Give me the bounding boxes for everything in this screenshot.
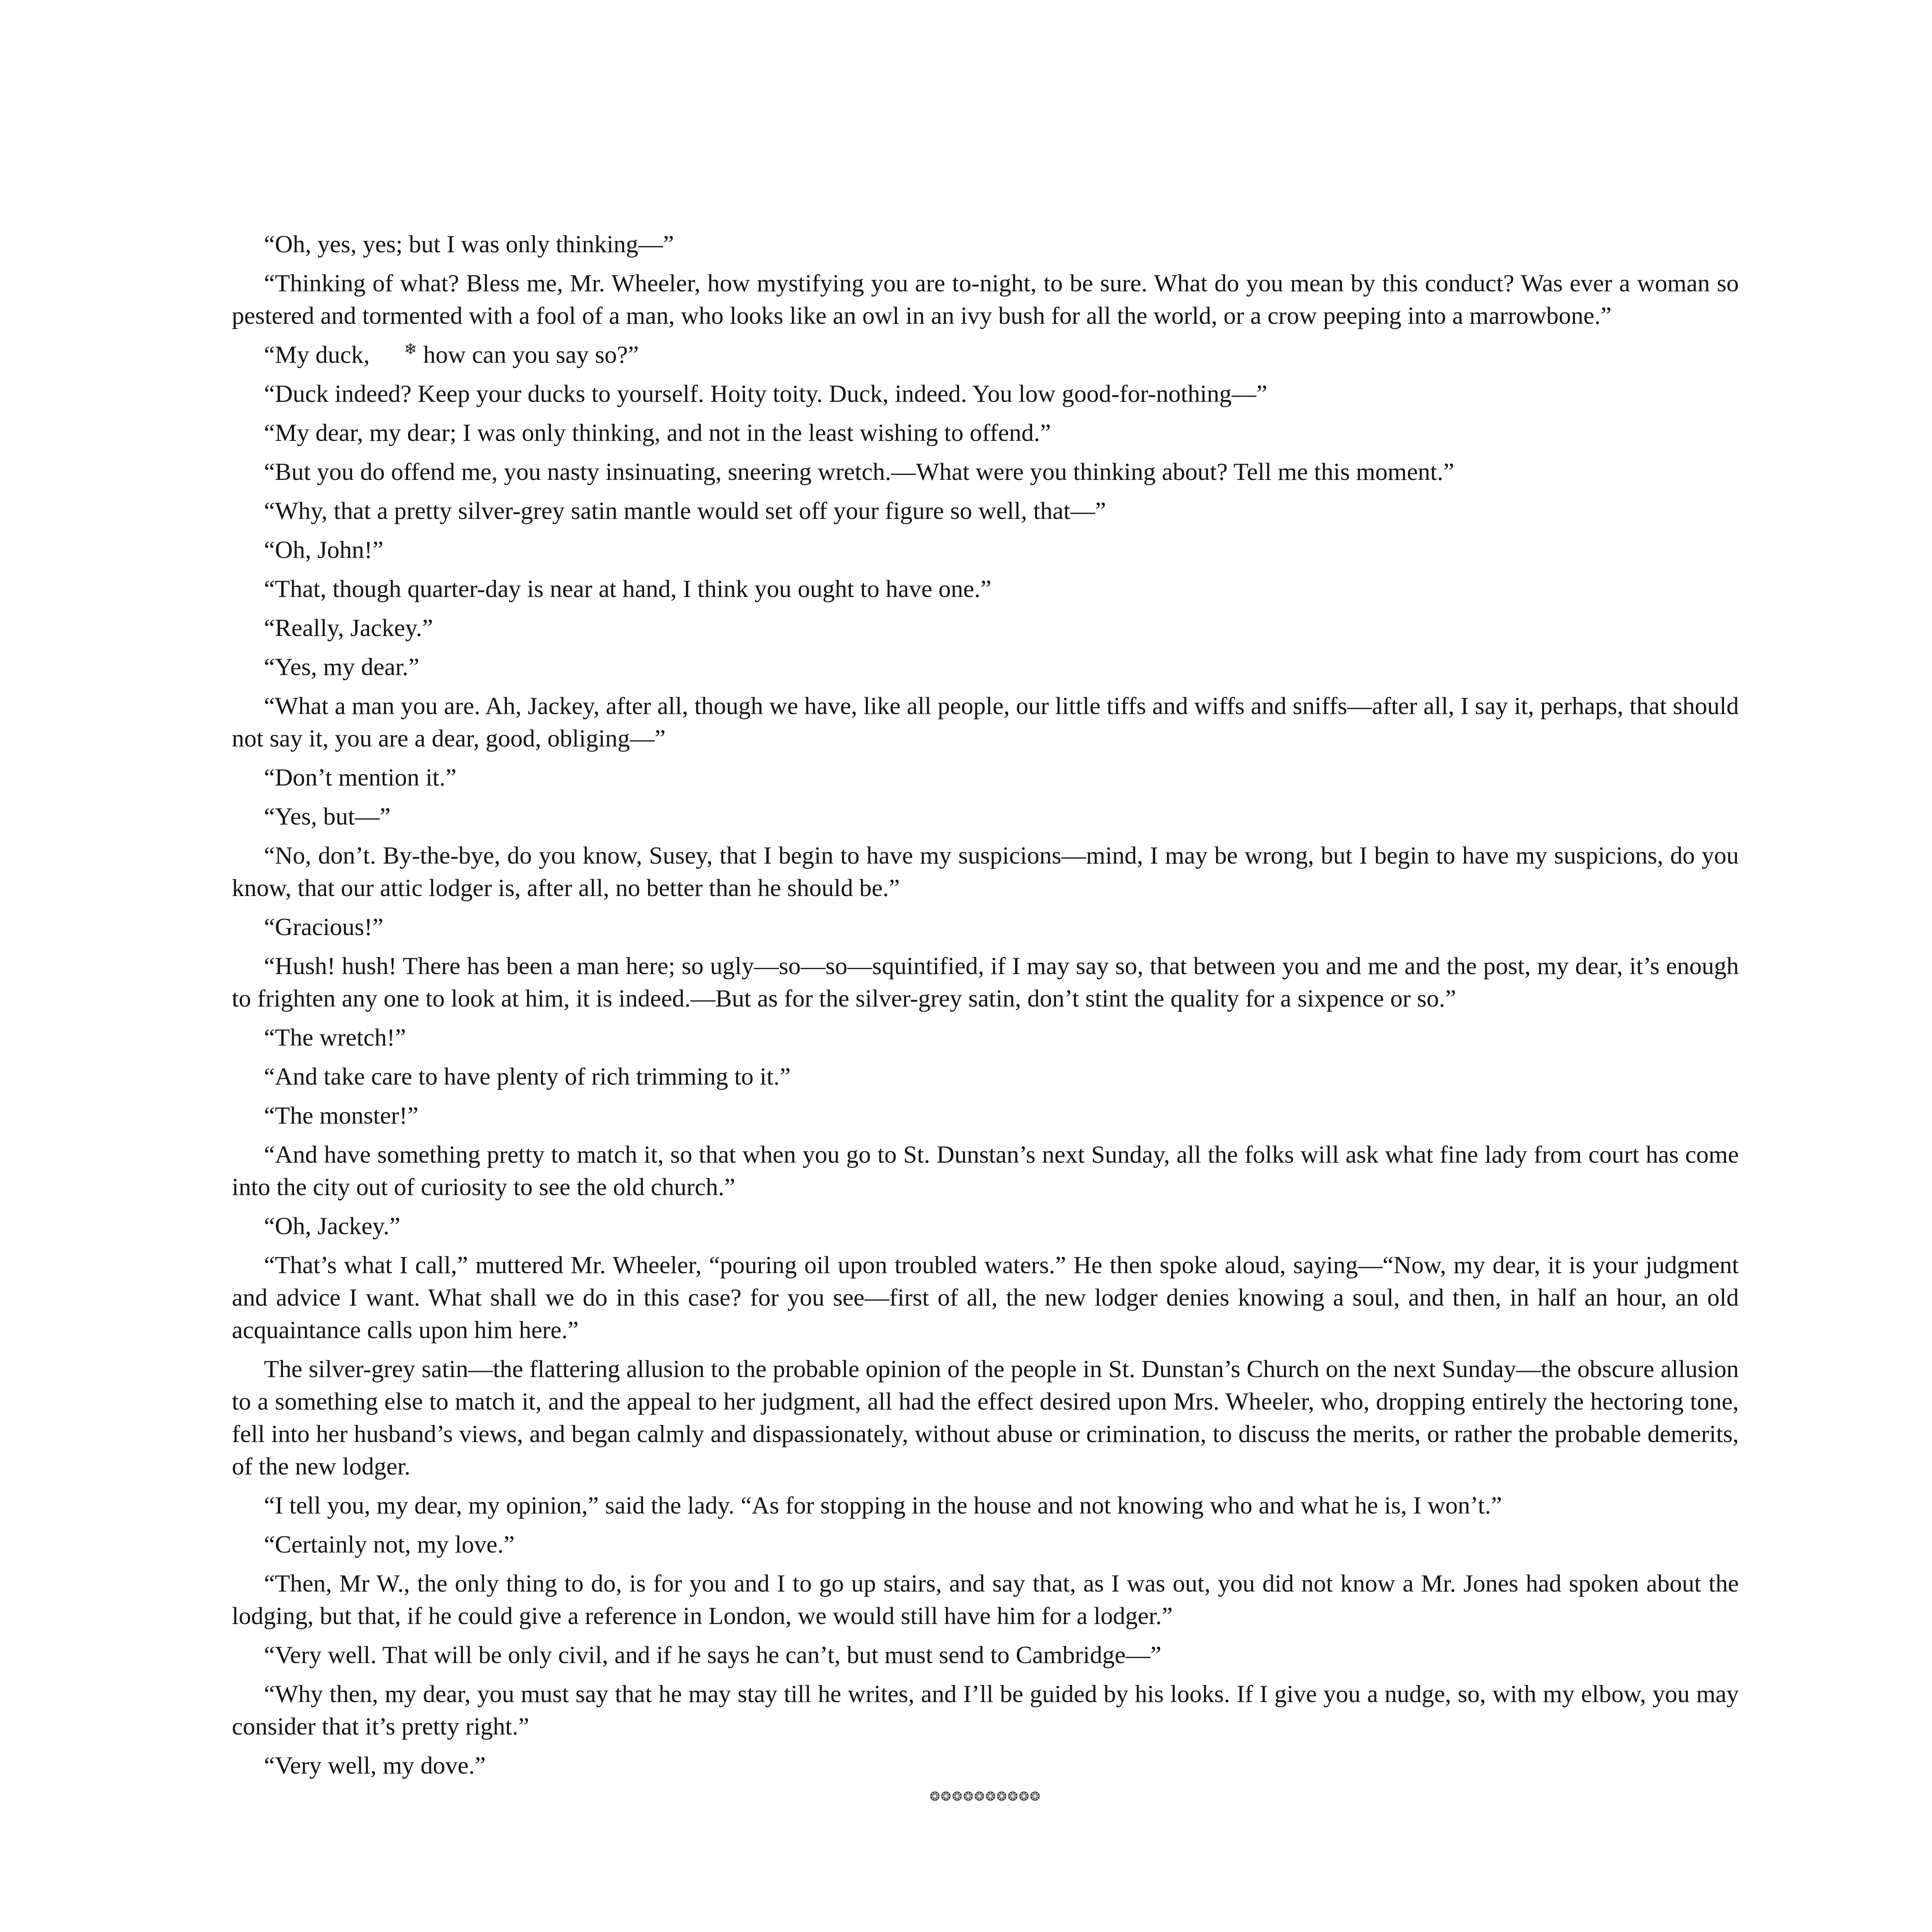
- paragraph: “Gracious!”: [264, 913, 384, 940]
- paragraph-text: how can you say so?”: [423, 341, 639, 368]
- paragraph: “But you do offend me, you nasty insinuating, sneering wretch.—What were you thinking about? Tell me this moment.”: [264, 458, 1454, 485]
- paragraph: “The wretch!”: [264, 1024, 406, 1051]
- paragraph: “The monster!”: [264, 1102, 418, 1129]
- paragraph: “Why, that a pretty silver-grey satin mantle would set off your figure so well, that—”: [264, 497, 1106, 524]
- section-end-ornament: ❂❂❂❂❂❂❂❂❂❂: [929, 1789, 1041, 1803]
- paragraph: “Oh, Jackey.”: [264, 1212, 400, 1240]
- paragraph: “Yes, my dear.”: [264, 653, 420, 680]
- paragraph: “Then, Mr W., the only thing to do, is for you and I to go up stairs, and say that, as I was out, you did not know a Mr. Jones had spoken about the lodging, but that, if he could give a reference in London, we would still have him for a lodger.”: [232, 1570, 1739, 1629]
- page-text: [232, 228, 1739, 1804]
- footnote-mark[interactable]: ❄: [404, 340, 417, 358]
- paragraph: “That, though quarter-day is near at hand, I think you ought to have one.”: [264, 575, 992, 602]
- paragraph: “Oh, yes, yes; but I was only thinking—”: [264, 230, 674, 258]
- paragraph: “Hush! hush! There has been a man here; so ugly—so—so—squintified, if I may say so, that between you and me and the post, my dear, it’s enough to frighten any one to look at him, it is indeed.—But as for the silver-grey satin, don’t stint the quality for a sixpence or so.”: [232, 952, 1739, 1012]
- paragraph: “Duck indeed? Keep your ducks to yourself. Hoity toity. Duck, indeed. You low good-for-nothing—”: [264, 380, 1267, 407]
- paragraph: “Don’t mention it.”: [264, 764, 457, 791]
- paragraph: “No, don’t. By-the-bye, do you know, Susey, that I begin to have my suspicions—mind, I may be wrong, but I begin to have my suspicions, do you know, that our attic lodger is, after all, no better than he should be.”: [232, 842, 1739, 901]
- paragraph: “Oh, John!”: [264, 536, 384, 563]
- paragraph: “My dear, my dear; I was only thinking, and not in the least wishing to offend.”: [264, 419, 1051, 446]
- paragraph: “Yes, but—”: [264, 803, 391, 830]
- paragraph: “That’s what I call,” muttered Mr. Wheeler, “pouring oil upon troubled waters.” He then spoke aloud, saying—“Now, my dear, it is your judgment and advice I want. What shall we do in this case? for you see—first of all, the new lodger denies knowing a soul, and then, in half an hour, an old acquaintance calls upon him here.”: [232, 1251, 1739, 1344]
- paragraph: “And take care to have plenty of rich trimming to it.”: [264, 1063, 791, 1090]
- paragraph: “I tell you, my dear, my opinion,” said the lady. “As for stopping in the house and not knowing who and what he is, I won’t.”: [264, 1492, 1502, 1519]
- paragraph: “Certainly not, my love.”: [264, 1531, 515, 1558]
- paragraph: “And have something pretty to match it, so that when you go to St. Dunstan’s next Sunday, all the folks will ask what fine lady from court has come into the city out of curiosity to see the old church.”: [232, 1141, 1739, 1201]
- paragraph: “Really, Jackey.”: [264, 614, 433, 641]
- paragraph: The silver-grey satin—the flattering allusion to the probable opinion of the people in St. Dunstan’s Church on the next Sunday—the obscure allusion to a something else to match it, and the appeal to her judgment, all had the effect desired upon Mrs. Wheeler, who, dropping entirely the hectoring tone, fell into her husband’s views, and began calmly and dispassionately, without abuse or crimination, to discuss the merits, or rather the probable demerits, of the new lodger.: [232, 1355, 1739, 1480]
- paragraph: [232, 338, 1739, 371]
- paragraph: “Very well, my dove.”: [264, 1752, 486, 1779]
- paragraph-text: “My duck,: [264, 341, 370, 368]
- paragraph: “Very well. That will be only civil, and if he says he can’t, but must send to Cambridge—”: [264, 1641, 1162, 1668]
- paragraph: “Thinking of what? Bless me, Mr. Wheeler, how mystifying you are to-night, to be sure. What do you mean by this conduct? Was ever a woman so pestered and tormented with a fool of a man, who looks like an owl in an ivy bush for all the world, or a crow peeping into a marrowbone.”: [232, 269, 1739, 329]
- paragraph: “What a man you are. Ah, Jackey, after all, though we have, like all people, our little tiffs and wiffs and sniffs—after all, I say it, perhaps, that should not say it, you are a dear, good, obliging—”: [232, 692, 1739, 752]
- paragraph: “Why then, my dear, you must say that he may stay till he writes, and I’ll be guided by his looks. If I give you a nudge, so, with my elbow, you may consider that it’s pretty right.”: [232, 1680, 1739, 1740]
